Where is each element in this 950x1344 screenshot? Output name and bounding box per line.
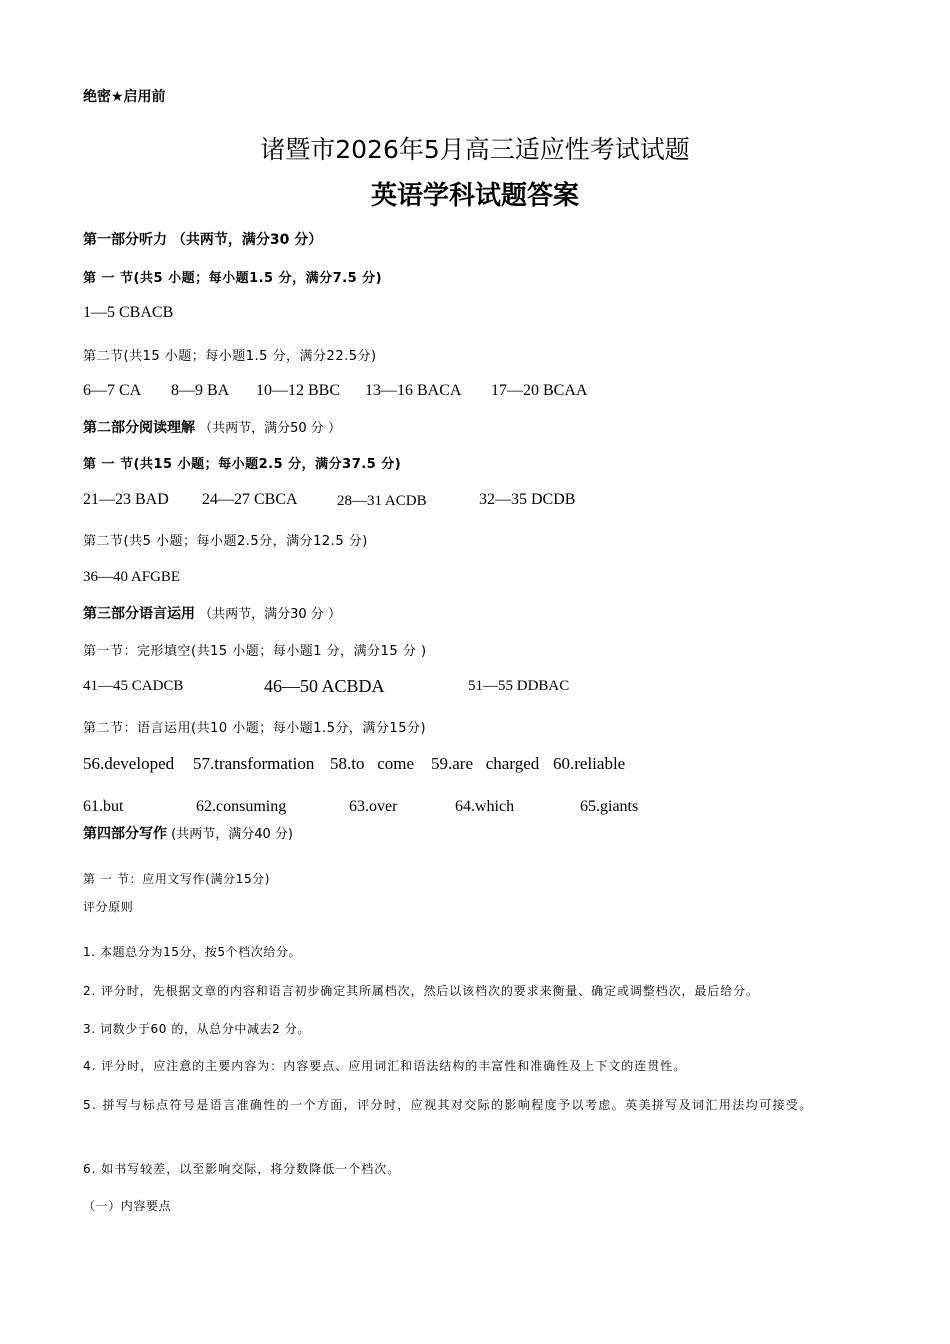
part1-section1-heading — [83, 267, 382, 286]
part2-answer-24-27: 24—27 CBCA — [202, 491, 298, 508]
scoring-rule-6: 6. 如书写较差，以至影响交际，将分数降低一个档次。 — [83, 1162, 401, 1176]
part3-answer-63: 63.over — [349, 798, 398, 815]
part4-heading-bold: 第四部分写作 — [83, 826, 167, 842]
part1-section2-heading: 第二节(共15 小题；每小题1.5 分，满分22.5分) — [83, 349, 377, 364]
part3-answer-59: 59.are charged — [431, 754, 540, 773]
part4-heading-rest: (共两节，满分40 分) — [167, 827, 293, 842]
part3-answer-62: 62.consuming — [196, 798, 287, 815]
part3-answer-60: 60.reliable — [553, 754, 626, 773]
part3-answer-56: 56.developed — [83, 754, 175, 773]
part2-section1-heading: 第 一 节(共15 小题；每小题2.5 分，满分37.5 分) — [83, 457, 402, 472]
confidential-label: 绝密★启用前 — [83, 89, 166, 105]
part1-answer-10-12: 10—12 BBC — [256, 382, 341, 399]
part4-heading — [83, 823, 293, 843]
part2-heading — [83, 417, 341, 437]
part3-answer-58: 58.to come — [330, 754, 415, 773]
part1-section1-heading-text: 第 一 节(共5 小题；每小题1.5 分，满分7.5 分) — [83, 271, 383, 286]
part3-section1-heading: 第一节：完形填空(共15 小题；每小题1 分，满分15 分 ) — [83, 644, 427, 659]
part3-section2-heading: 第二节：语言运用(共10 小题；每小题1.5分，满分15分) — [83, 721, 427, 736]
part1-heading: 第一部分听力 （共两节，满分30 分） — [83, 232, 323, 248]
part1-section1-answers: 1—5 CBACB — [83, 304, 174, 321]
part2-heading-rest: （共两节，满分50 分 ） — [195, 421, 341, 436]
part3-answer-51-55: 51—55 DDBAC — [468, 678, 570, 694]
part3-heading-bold: 第三部分语言运用 — [83, 606, 195, 622]
part2-answer-28-31: 28—31 ACDB — [337, 493, 427, 509]
scoring-rule-5: 5. 拼写与标点符号是语言准确性的一个方面，评分时，应视其对交际的影响程度予以考虑。英美拼写及词汇用法均可接受。 — [83, 1098, 813, 1112]
part3-answer-57: 57.transformation — [193, 754, 315, 773]
exam-title: 诸暨市2026年5月高三适应性考试试题 — [260, 135, 690, 164]
scoring-rule-3: 3. 词数少于60 的，从总分中减去2 分。 — [83, 1022, 310, 1036]
part3-answer-61: 61.but — [83, 798, 124, 815]
answer-key-title: 英语学科试题答案 — [370, 181, 579, 211]
part1-answer-17-20: 17—20 BCAA — [491, 382, 588, 399]
part1-answer-6-7: 6—7 CA — [83, 382, 142, 399]
part2-section2-heading: 第二节(共5 小题；每小题2.5分，满分12.5 分) — [83, 534, 368, 549]
scoring-criteria-title: 评分原则 — [83, 900, 134, 914]
scoring-rule-1: 1. 本题总分为15分，按5个档次给分。 — [83, 945, 302, 959]
part3-heading-rest: （共两节，满分30 分 ） — [195, 607, 341, 622]
part3-heading — [83, 603, 341, 623]
part4-section1-heading: 第 一 节：应用文写作(满分15分) — [83, 872, 271, 886]
part3-answer-46-50: 46—50 ACBDA — [264, 676, 385, 696]
part1-answer-13-16: 13—16 BACA — [365, 382, 462, 399]
part3-answer-65: 65.giants — [580, 798, 639, 815]
part3-answer-41-45: 41—45 CADCB — [83, 678, 184, 694]
scoring-rule-2: 2. 评分时，先根据文章的内容和语言初步确定其所属档次，然后以该档次的要求来衡量、确定或调整档次，最后给分。 — [83, 984, 759, 998]
part2-answer-32-35: 32—35 DCDB — [479, 491, 576, 508]
part2-section2-answers: 36—40 AFGBE — [83, 569, 181, 585]
content-points-heading: （一）内容要点 — [83, 1199, 172, 1213]
scoring-rule-4: 4. 评分时，应注意的主要内容为：内容要点、应用词汇和语法结构的丰富性和准确性及上下文的连贯性。 — [83, 1059, 687, 1073]
part1-answer-8-9: 8—9 BA — [171, 382, 230, 399]
part3-answer-64: 64.which — [455, 798, 515, 815]
part2-heading-bold: 第二部分阅读理解 — [83, 420, 195, 436]
part2-answer-21-23: 21—23 BAD — [83, 491, 169, 508]
